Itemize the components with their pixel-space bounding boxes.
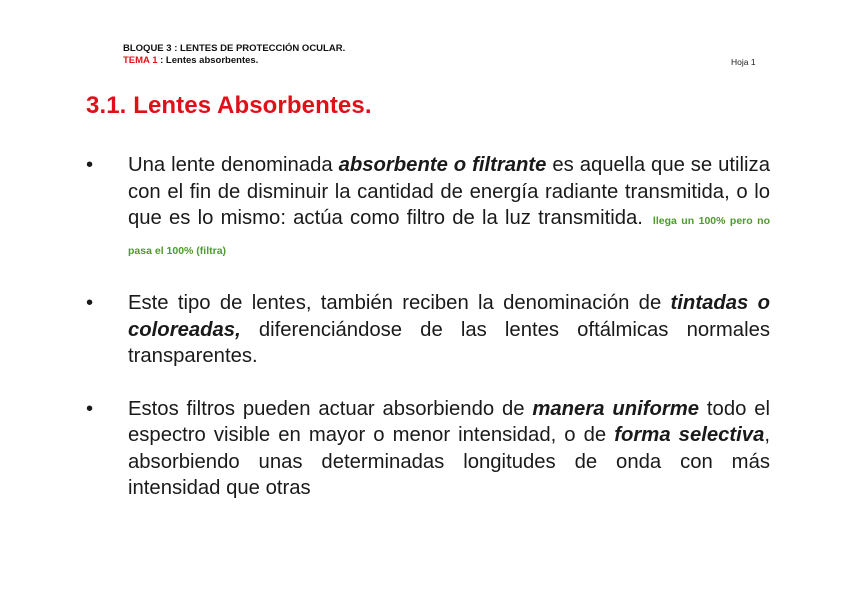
bullet-item — [86, 152, 770, 264]
document-header — [123, 43, 763, 67]
bullet-text: Una lente denominada — [128, 154, 339, 176]
bullet-text: es aquella que se utiliza con el fin de disminuir la cantidad de energía radiante transmitida, o lo que es lo mismo: actúa como filtro de la luz transmitida. — [128, 154, 770, 229]
handwritten-note: llega un 100% pero no pasa el 100% (filtra) — [128, 215, 770, 257]
topic-label: TEMA 1 — [123, 55, 158, 66]
block-label: BLOQUE 3 : LENTES DE PROTECCIÓN OCULAR. — [123, 43, 346, 54]
bullet-text: Estos filtros pueden actuar absorbiendo de — [128, 397, 533, 420]
bullet-item — [86, 396, 770, 502]
bullet-text: Este tipo de lentes, también reciben la denominación de — [128, 292, 671, 314]
bullet-icon: • — [86, 292, 94, 314]
emphasis-text: tintadas o coloreadas, — [128, 292, 770, 341]
bullet-item — [86, 290, 770, 370]
bullet-icon: • — [86, 154, 94, 176]
topic-line — [123, 55, 763, 67]
topic-name: : Lentes absorbentes. — [157, 55, 259, 66]
bullet-text: todo el espectro visible en mayor o menor intensidad, o de — [128, 397, 770, 446]
emphasis-text: forma selectiva — [614, 424, 765, 446]
bullet-list — [86, 152, 770, 502]
section-title: 3.1. Lentes Absorbentes. — [86, 92, 372, 119]
page-number: Hoja 1 — [731, 57, 756, 67]
bullet-icon: • — [86, 397, 94, 420]
bullet-text: diferenciándose de las lentes oftálmicas normales transparentes. — [128, 318, 770, 367]
emphasis-text: manera uniforme — [532, 397, 700, 420]
emphasis-text: absorbente o filtrante — [338, 154, 547, 176]
bullet-text: , absorbiendo unas determinadas longitudes de onda con más intensidad que otras — [128, 424, 771, 499]
